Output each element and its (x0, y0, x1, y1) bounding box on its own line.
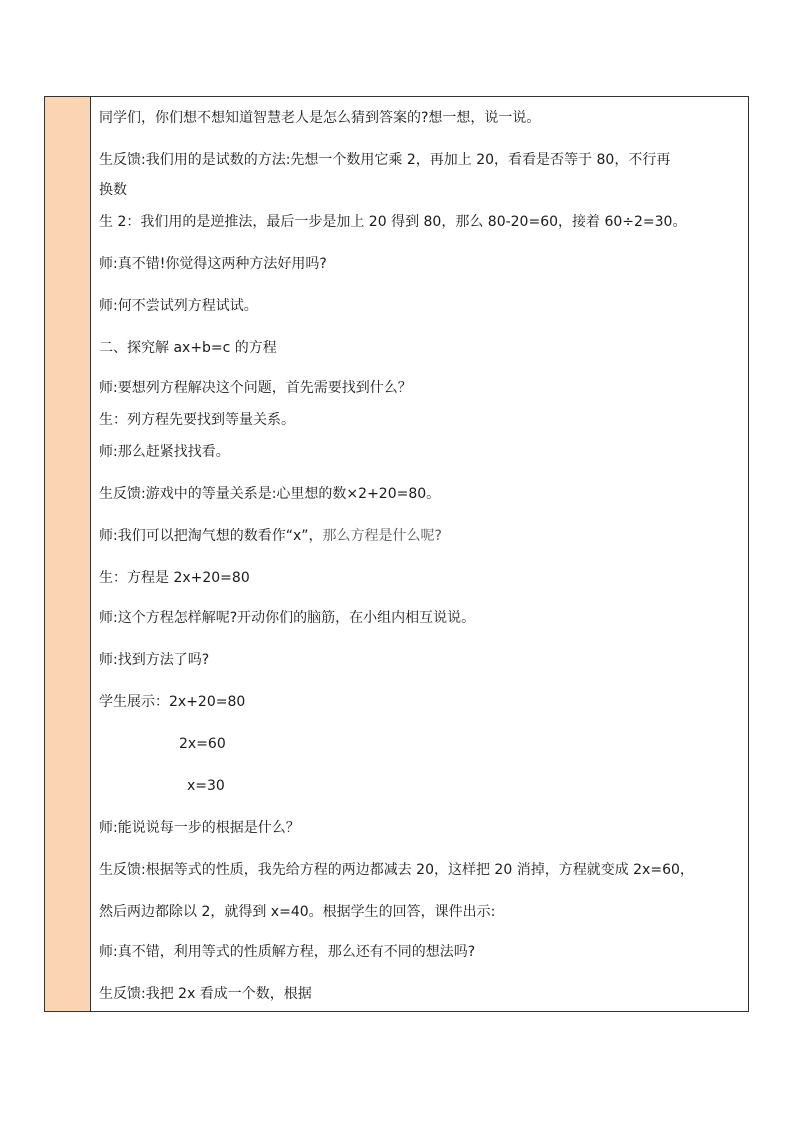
text-line: 生反馈:我们用的是试数的方法:先想一个数用它乘 2，再加上 20，看看是否等于 80，不行再 (99, 152, 671, 168)
text-line: 师:那么赶紧找找看。 (99, 444, 230, 460)
text-line: 生反馈:我把 2x 看成一个数，根据 (99, 986, 312, 1002)
table-content-cell (91, 97, 748, 1011)
table-label-cell (45, 97, 91, 1011)
equation-step: x=30 (187, 778, 225, 794)
text-line (99, 527, 442, 545)
text-line: 师:能说说每一步的根据是什么？ (99, 820, 300, 836)
text-line: 同学们，你们想不想知道智慧老人是怎么猜到答案的?想一想，说一说。 (99, 110, 541, 126)
text-line: 师:这个方程怎样解呢?开动你们的脑筋，在小组内相互说说。 (99, 610, 476, 626)
text-part: 师:我们可以把淘气想的数看作“x”， (99, 528, 323, 544)
text-line: 生：方程是 2x+20=80 (99, 570, 250, 586)
text-line: 学生展示：2x+20=80 (99, 694, 246, 710)
text-line: 生 2：我们用的是逆推法，最后一步是加上 20 得到 80，那么 80-20=60，接着 60÷2=30。 (99, 214, 687, 230)
text-line: 师:真不错，利用等式的性质解方程，那么还有不同的想法吗? (99, 944, 476, 960)
text-part-gray: 那么方程是什么呢? (322, 528, 442, 544)
text-line: 师:找到方法了吗? (99, 652, 210, 668)
text-line: 师:要想列方程解决这个问题，首先需要找到什么？ (99, 380, 412, 396)
equation-step: 2x=60 (179, 736, 226, 752)
text-line: 换数 (99, 182, 127, 198)
lesson-table (44, 96, 749, 1012)
text-line: 生：列方程先要找到等量关系。 (99, 412, 295, 428)
text-line: 然后两边都除以 2，就得到 x=40。根据学生的回答，课件出示: (99, 904, 496, 920)
text-line: 生反馈:根据等式的性质，我先给方程的两边都减去 20，这样把 20 消掉，方程就变成 2x=60， (99, 862, 694, 878)
section-heading: 二、探究解 ax+b=c 的方程 (99, 340, 277, 356)
text-line: 师:何不尝试列方程试试。 (99, 298, 258, 314)
text-line: 生反馈:游戏中的等量关系是:心里想的数×2+20=80。 (99, 486, 441, 502)
text-line: 师:真不错!你觉得这两种方法好用吗? (99, 256, 327, 272)
